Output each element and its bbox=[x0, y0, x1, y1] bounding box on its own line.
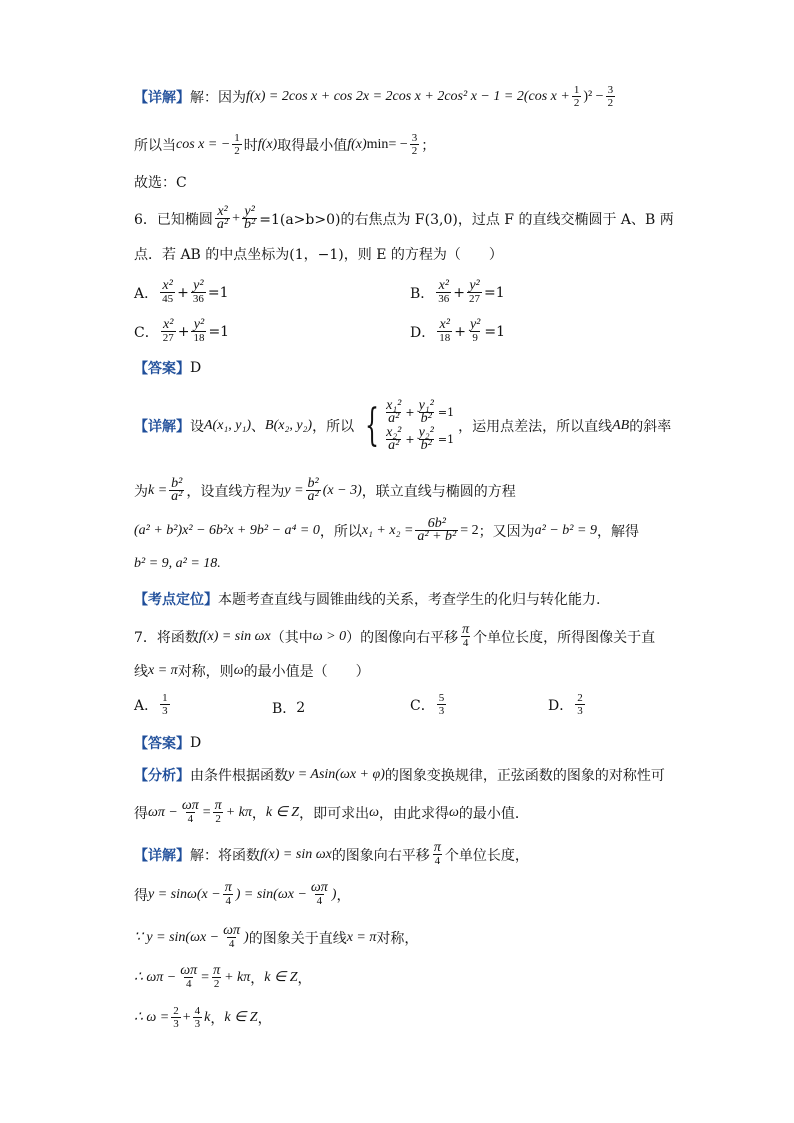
detail-7-line-5: ∴ ω = $\frac{2}{3}$ + $\frac{4}{3}$ k ， k ∈ Z ， bbox=[134, 1005, 272, 1030]
knowledge-tag: 【考点定位】 bbox=[134, 592, 218, 608]
detail-6-line-1: 【详解】 设 A(x₁, y₁) 、 B(x₂, y₂) ，所以 { $\frac{\text{x₁²}}{\text{a²}}$ + $\frac{\text{y₁²}}{\text{b²}}$ =1 $\frac{\text{x₂²}}{\text{a²}}$ + $\frac{\text{y₂²}}{\text{b²}}$ =1 ，运用点差法，所以直线 AB 的斜率 bbox=[134, 398, 672, 453]
option-d: D． $\frac{\text{x²}}{18}$ + $\frac{\text{y²}}{9}$ =1 bbox=[410, 317, 506, 344]
option-d: D． $\frac{2}{3}$ bbox=[548, 692, 583, 717]
option-a: A． $\frac{\text{x²}}{45}$ + $\frac{\text{y²}}{36}$ =1 bbox=[134, 278, 229, 305]
formula: f(x) = 2cos x + cos 2x = 2cos x + 2cos² x − 1 = 2(cos x + bbox=[246, 88, 570, 104]
option-c: C． $\frac{5}{3}$ bbox=[410, 692, 445, 717]
analysis-line-1: 【分析】 由条件根据函数 y = Asin(ωx + φ) 的图象变换规律，正弦函数的图象的对称性可 bbox=[134, 767, 665, 784]
answer-value: D bbox=[190, 360, 202, 376]
detail-tag: 【详解】 bbox=[134, 847, 190, 864]
formula: f(x) bbox=[347, 136, 367, 152]
fraction: $\frac{\text{y²}}{\text{b²}}$ bbox=[244, 204, 256, 232]
text: 时 bbox=[243, 137, 258, 154]
text: 取得最小值 bbox=[277, 137, 348, 154]
detail-6-line-3: (a² + b²)x² − 6b²x + 9b² − a⁴ = 0 ，所以 x₁ + x₂ = $\frac{\text{6b²}}{\text{a² + b²}}$ = 2 ；又因为 a² − b² = 9 ，解得 bbox=[134, 516, 639, 544]
option-b: B． $\frac{\text{x²}}{36}$ + $\frac{\text{y²}}{27}$ =1 bbox=[410, 278, 505, 305]
answer-tag: 【答案】 bbox=[134, 736, 190, 752]
answer-value: D bbox=[190, 735, 202, 751]
analysis-tag: 【分析】 bbox=[134, 768, 190, 784]
fraction: $\frac{3}{2}$ bbox=[411, 132, 418, 157]
detail-7-line-3: ∵ y = sin(ωx − $\frac{\omega\pi}{4}$ ) 的图象关于直线 x = π 对称， bbox=[134, 923, 419, 950]
formula-tail: )² − bbox=[583, 88, 604, 104]
question-6-line-1: 6．已知椭圆 $\frac{\text{x²}}{\text{a²}}$ + $\frac{\text{y²}}{\text{b²}}$ =1(a>b>0)的右焦点为 F(3,0)，过点 F 的直线交椭圆于 A、B 两 bbox=[134, 204, 674, 232]
detail-line-2 bbox=[134, 132, 435, 157]
text: =1(a>b>0)的右焦点为 F(3,0)，过点 F 的直线交椭圆于 A、B 两 bbox=[259, 211, 674, 228]
fraction: $\frac{1}{2}$ bbox=[573, 84, 580, 109]
formula: cos x = − bbox=[176, 136, 231, 152]
text: 6．已知椭圆 bbox=[134, 211, 213, 228]
choice-line: 故选：C bbox=[134, 175, 187, 191]
equation-system: { $\frac{\text{x₁²}}{\text{a²}}$ + $\frac{\text{y₁²}}{\text{b²}}$ =1 $\frac{\text{x₂²}}{\text{a²}}$ + $\frac{\text{y₂²}}{\text{b²}}$ =1 bbox=[365, 398, 455, 453]
knowledge-point: 【考点定位】 本题考查直线与圆锥曲线的关系，考查学生的化归与转化能力. bbox=[134, 589, 600, 609]
fraction: $\frac{3}{2}$ bbox=[607, 84, 614, 109]
text: 所以当 bbox=[134, 137, 176, 154]
detail-7-line-4: ∴ ωπ − $\frac{\omega\pi}{4}$ = $\frac{\pi}{2}$ + kπ ， k ∈ Z ， bbox=[134, 963, 312, 990]
formula: = − bbox=[388, 136, 408, 152]
detail-tag: 【详解】 bbox=[134, 419, 190, 435]
analysis-line-2: 得 ωπ − $\frac{\omega\pi}{4}$ = $\frac{\pi}{2}$ + kπ ， k ∈ Z ，即可求出 ω ，由此求得 ω 的最小值． bbox=[134, 798, 529, 825]
text: ； bbox=[421, 137, 436, 154]
formula: f(x) bbox=[257, 136, 278, 152]
answer-7 bbox=[134, 733, 201, 753]
question-7-line-1: 7．将函数 f(x) = sin ωx （其中 ω > 0 ）的图像向右平移 $\frac{\pi}{4}$ 个单位长度，所得图像关于直 bbox=[134, 622, 656, 649]
question-7-line-2: 线 x = π 对称，则 ω 的最小值是（ ） bbox=[134, 663, 370, 680]
detail-tag: 【详解】 bbox=[134, 89, 190, 106]
detail-line-1 bbox=[134, 84, 617, 109]
subscript: min bbox=[366, 136, 389, 152]
fraction: $\frac{1}{2}$ bbox=[234, 132, 240, 157]
option-b: B． 2 bbox=[272, 700, 306, 717]
detail-6-line-2: 为 k = $\frac{\text{b²}}{\text{a²}}$ ，设直线方程为 y = $\frac{\text{b²}}{\text{a²}}$ (x − 3) ，联立直线与椭圆的方程 bbox=[134, 476, 516, 504]
answer-tag: 【答案】 bbox=[134, 361, 190, 377]
detail-text: 解：因为 bbox=[190, 89, 246, 106]
answer-6 bbox=[134, 358, 201, 378]
option-c: C． $\frac{\text{x²}}{27}$ + $\frac{\text{y²}}{18}$ =1 bbox=[134, 317, 230, 344]
detail-6-line-4: b² = 9, a² = 18. bbox=[134, 556, 221, 571]
option-a: A． $\frac{1}{3}$ bbox=[134, 692, 168, 717]
fraction: $\frac{\text{x²}}{\text{a²}}$ bbox=[216, 204, 229, 232]
detail-7-line-1: 【详解】 解：将函数 f(x) = sin ωx 的图象向右平移 $\frac{\pi}{4}$ 个单位长度， bbox=[134, 840, 529, 867]
question-6-line-2: 点．若 AB 的中点坐标为(1，−1)，则 E 的方程为（ ） bbox=[134, 247, 503, 263]
detail-7-line-2: 得 y = sinω(x − $\frac{\pi}{4}$ ) = sin(ωx − $\frac{\omega\pi}{4}$ ) ， bbox=[134, 880, 351, 907]
